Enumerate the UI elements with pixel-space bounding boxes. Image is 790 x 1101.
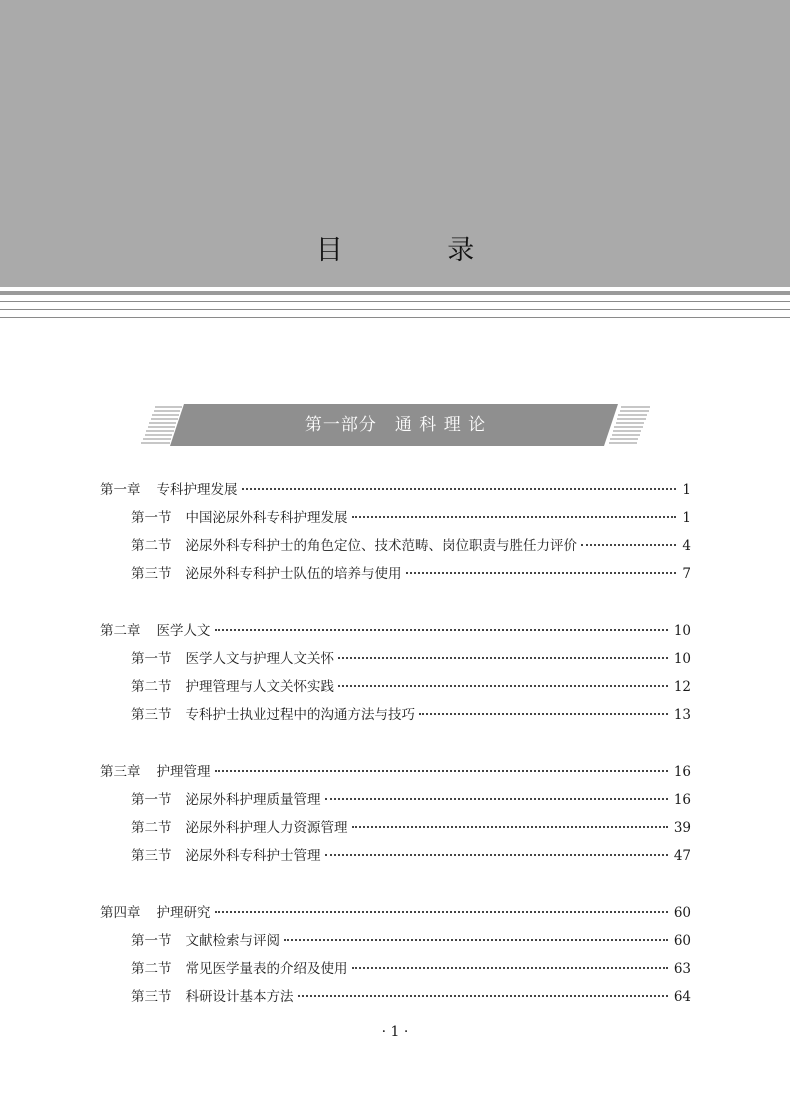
page-number: 60 bbox=[673, 905, 691, 921]
toc-chapter[interactable] bbox=[100, 903, 691, 923]
divider-rule bbox=[0, 317, 790, 318]
section-title: 文献检索与评阅 bbox=[185, 933, 280, 949]
section-number: 第二节 bbox=[131, 961, 172, 977]
chapter-title: 护理管理 bbox=[156, 764, 211, 780]
toc-section[interactable] bbox=[131, 536, 691, 556]
dot-leader bbox=[406, 571, 677, 574]
dot-leader bbox=[581, 543, 676, 546]
section-title: 科研设计基本方法 bbox=[185, 989, 294, 1005]
toc-section[interactable] bbox=[131, 846, 691, 866]
toc-section[interactable] bbox=[131, 931, 691, 951]
divider-rule bbox=[0, 309, 790, 310]
section-title: 护理管理与人文关怀实践 bbox=[185, 679, 334, 695]
toc-chapter[interactable] bbox=[100, 762, 691, 782]
dot-leader bbox=[352, 515, 677, 518]
section-number: 第三节 bbox=[131, 566, 172, 582]
chapter-number: 第四章 bbox=[100, 905, 141, 921]
section-number: 第二节 bbox=[131, 820, 172, 836]
section-number: 第三节 bbox=[131, 707, 172, 723]
chapter-number: 第一章 bbox=[100, 482, 141, 498]
page-number: 7 bbox=[682, 566, 691, 582]
section-title: 泌尿外科专科护士管理 bbox=[185, 848, 321, 864]
section-title: 泌尿外科专科护士队伍的培养与使用 bbox=[185, 566, 402, 582]
section-number: 第一节 bbox=[131, 651, 172, 667]
toc-section[interactable] bbox=[131, 705, 691, 725]
chapter-number: 第三章 bbox=[100, 764, 141, 780]
dot-leader bbox=[338, 656, 668, 659]
dot-leader bbox=[215, 910, 668, 913]
section-number: 第一节 bbox=[131, 510, 172, 526]
chapter-title: 医学人文 bbox=[156, 623, 211, 639]
page-number: 47 bbox=[673, 848, 691, 864]
dot-leader bbox=[215, 769, 668, 772]
section-title: 医学人文与护理人文关怀 bbox=[185, 651, 334, 667]
chapter-title: 专科护理发展 bbox=[156, 482, 238, 498]
part-title: 第一部分 通 科 理 论 bbox=[304, 415, 487, 435]
section-number: 第三节 bbox=[131, 989, 172, 1005]
dot-leader bbox=[242, 487, 677, 490]
page-number: 64 bbox=[673, 989, 691, 1005]
toc-section[interactable] bbox=[131, 987, 691, 1007]
section-number: 第二节 bbox=[131, 679, 172, 695]
section-title: 泌尿外科专科护士的角色定位、技术范畴、岗位职责与胜任力评价 bbox=[185, 538, 577, 554]
divider-rule bbox=[0, 291, 790, 295]
toc-section[interactable] bbox=[131, 790, 691, 810]
page-number: 10 bbox=[673, 651, 691, 667]
page-number: 10 bbox=[673, 623, 691, 639]
dot-leader bbox=[352, 966, 668, 969]
divider-rule bbox=[0, 301, 790, 302]
part-banner bbox=[138, 404, 653, 446]
section-title: 专科护士执业过程中的沟通方法与技巧 bbox=[185, 707, 415, 723]
page-number: 60 bbox=[673, 933, 691, 949]
dot-leader bbox=[284, 938, 668, 941]
dot-leader bbox=[325, 797, 668, 800]
toc-section[interactable] bbox=[131, 677, 691, 697]
page-number: 16 bbox=[673, 792, 691, 808]
section-number: 第一节 bbox=[131, 933, 172, 949]
section-number: 第一节 bbox=[131, 792, 172, 808]
toc-section[interactable] bbox=[131, 818, 691, 838]
page-number: 1 bbox=[682, 482, 691, 498]
page-number: 12 bbox=[673, 679, 691, 695]
toc-section[interactable] bbox=[131, 959, 691, 979]
toc-chapter[interactable] bbox=[100, 621, 691, 641]
section-title: 泌尿外科护理人力资源管理 bbox=[185, 820, 348, 836]
dot-leader bbox=[298, 994, 668, 997]
page-folio: · 1 · bbox=[381, 1024, 409, 1040]
dot-leader bbox=[215, 628, 668, 631]
toc-chapter[interactable] bbox=[100, 480, 691, 500]
page-number: 4 bbox=[682, 538, 691, 554]
toc-section[interactable] bbox=[131, 508, 691, 528]
chapter-title: 护理研究 bbox=[156, 905, 211, 921]
section-number: 第三节 bbox=[131, 848, 172, 864]
dot-leader bbox=[338, 684, 668, 687]
page-title: 目 录 bbox=[315, 235, 523, 266]
section-title: 中国泌尿外科专科护理发展 bbox=[185, 510, 348, 526]
dot-leader bbox=[325, 853, 668, 856]
page-number: 39 bbox=[673, 820, 691, 836]
dot-leader bbox=[419, 712, 668, 715]
section-number: 第二节 bbox=[131, 538, 172, 554]
dot-leader bbox=[352, 825, 668, 828]
page-number: 13 bbox=[673, 707, 691, 723]
page-number: 1 bbox=[682, 510, 691, 526]
toc-section[interactable] bbox=[131, 564, 691, 584]
page-number: 63 bbox=[673, 961, 691, 977]
page-number: 16 bbox=[673, 764, 691, 780]
toc-section[interactable] bbox=[131, 649, 691, 669]
chapter-number: 第二章 bbox=[100, 623, 141, 639]
section-title: 常见医学量表的介绍及使用 bbox=[185, 961, 348, 977]
section-title: 泌尿外科护理质量管理 bbox=[185, 792, 321, 808]
